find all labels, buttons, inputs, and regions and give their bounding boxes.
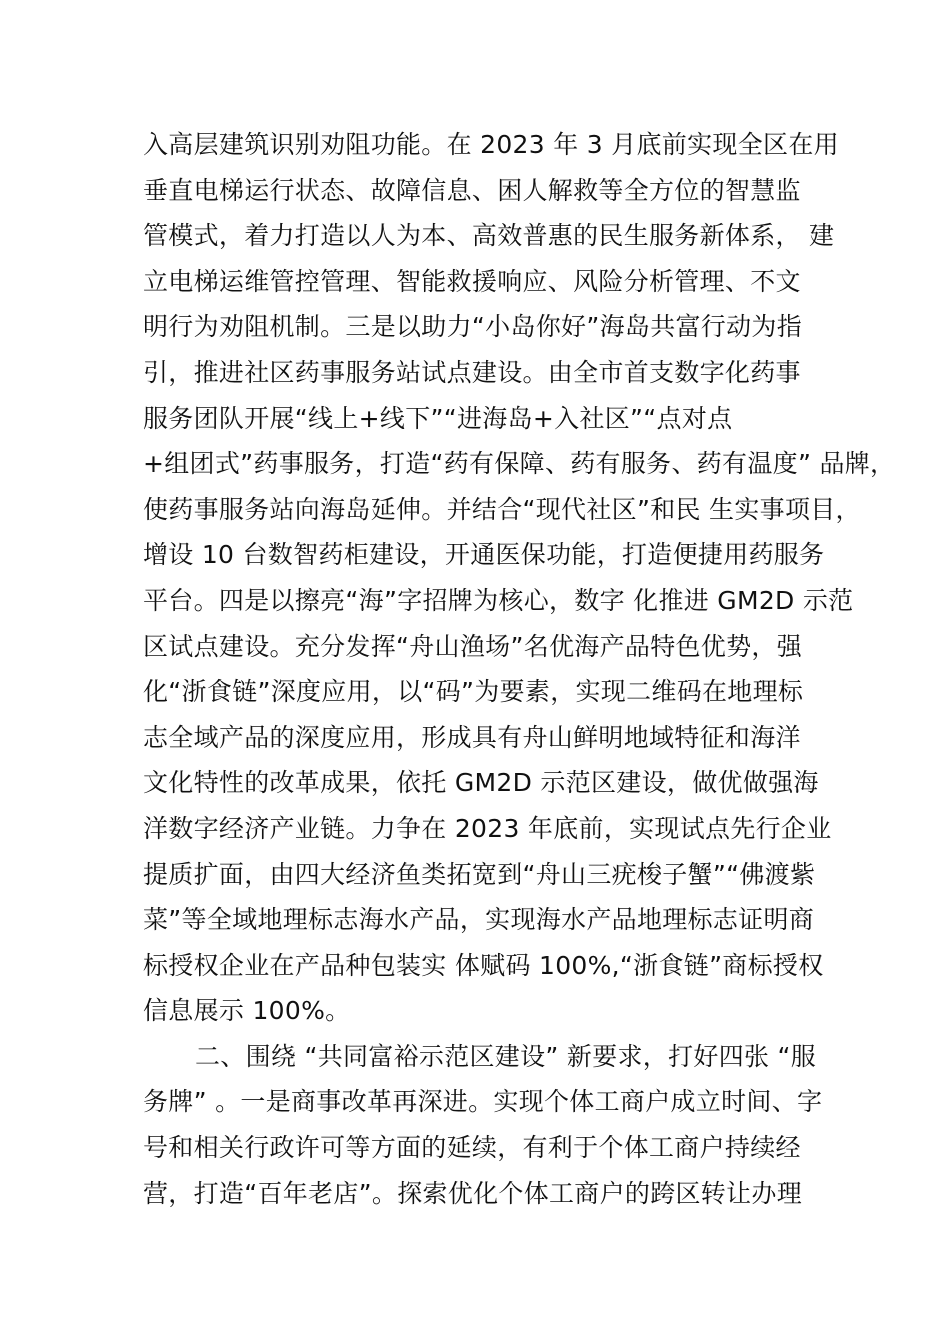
text-line: 使药事服务站向海岛延伸。并结合“现代社区”和民 生实事项目， — [143, 494, 861, 524]
text-line: 服务团队开展“线上+线下”“进海岛+入社区”“点对点 — [143, 403, 733, 433]
text-line: 文化特性的改革成果，依托 GM2D 示范区建设，做优做强海 — [143, 768, 819, 798]
text-line: 管模式，着力打造以人为本、高效普惠的民生服务新体系， 建 — [143, 221, 835, 251]
text-line: 洋数字经济产业链。力争在 2023 年底前，实现试点先行企业 — [143, 813, 832, 843]
section-heading-line: 二、围绕 “共同富裕示范区建设” 新要求，打好四张 “服 — [195, 1041, 817, 1071]
text-line: 入高层建筑识别劝阻功能。在 2023 年 3 月底前实现全区在用 — [143, 130, 839, 159]
text-line: 信息展示 100%。 — [143, 996, 351, 1026]
text-line: 标授权企业在产品种包装实 体赋码 100%,“浙食链”商标授权 — [143, 950, 824, 980]
text-line: 垂直电梯运行状态、故障信息、困人解救等全方位的智慧监 — [143, 175, 801, 205]
text-line: 营，打造“百年老店”。探索优化个体工商户的跨区转让办理 — [143, 1178, 803, 1208]
text-line: 务牌” 。一是商事改革再深进。实现个体工商户成立时间、字 — [143, 1087, 823, 1117]
text-line: 区试点建设。充分发挥“舟山渔场”名优海产品特色优势，强 — [143, 631, 803, 661]
body-text — [143, 122, 896, 1216]
text-line: 号和相关行政许可等方面的延续，有利于个体工商户持续经 — [143, 1133, 801, 1163]
text-line: 明行为劝阻机制。三是以助力“小岛你好”海岛共富行动为指 — [143, 312, 803, 342]
text-line: 化“浙食链”深度应用，以“码”为要素，实现二维码在地理标 — [143, 677, 804, 707]
text-line: 平台。四是以擦亮“海”字招牌为核心，数字 化推进 GM2D 示范 — [143, 585, 854, 615]
text-line: +组团式”药事服务，打造“药有保障、药有服务、药有温度” 品牌， — [143, 449, 896, 479]
text-line: 增设 10 台数智药柜建设，开通医保功能，打造便捷用药服务 — [143, 540, 825, 570]
text-line: 菜”等全域地理标志海水产品，实现海水产品地理标志证明商 — [143, 905, 815, 935]
text-line: 引，推进社区药事服务站试点建设。由全市首支数字化药事 — [143, 357, 801, 387]
text-line: 志全域产品的深度应用，形成具有舟山鲜明地域特征和海洋 — [143, 722, 801, 752]
text-line: 提质扩面，由四大经济鱼类拓宽到“舟山三疣梭子蟹”“佛渡紫 — [143, 859, 816, 889]
text-line: 立电梯运维管控管理、智能救援响应、风险分析管理、不文 — [143, 266, 801, 296]
